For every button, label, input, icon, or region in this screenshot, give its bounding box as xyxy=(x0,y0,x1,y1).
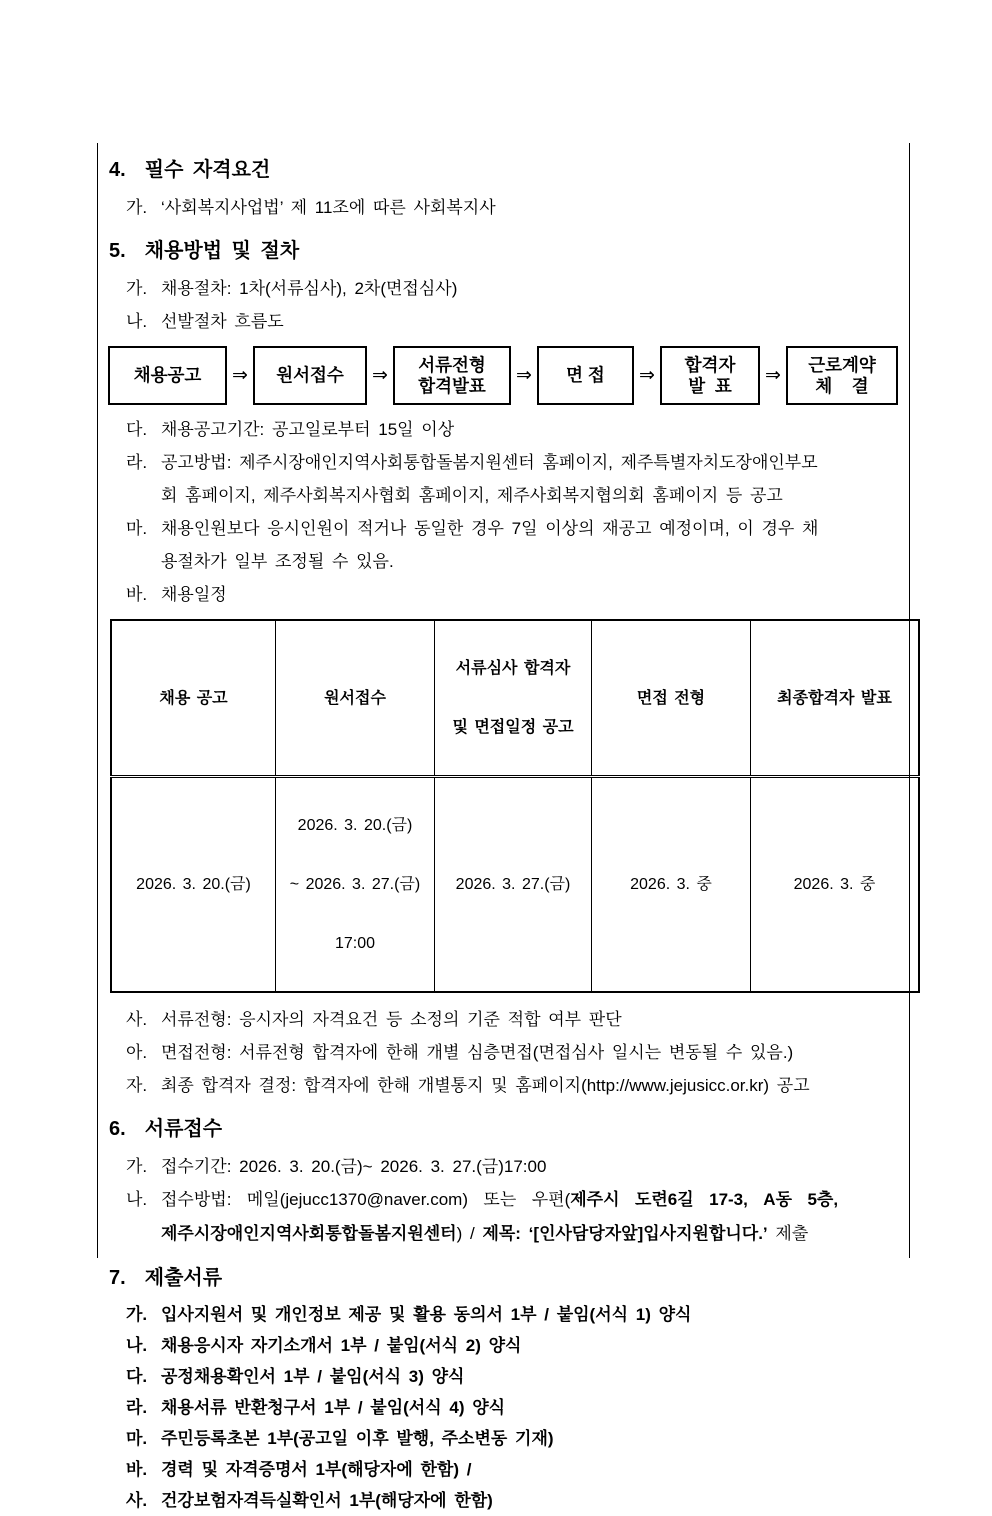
data-cell: 2026. 3. 중 xyxy=(751,777,920,993)
list-item-5-ga xyxy=(108,272,909,305)
data-cell: 2026. 3. 중 xyxy=(592,777,751,993)
list-item-7-ma xyxy=(108,1423,909,1454)
item-text: 최종 합격자 결정: 합격자에 한해 개별통지 및 홈페이지(http://www.jejusicc.or.kr) 공고 xyxy=(161,1076,810,1095)
flow-box-text: 면 접 xyxy=(566,365,605,385)
item-text: 건강보험자격득실확인서 1부(해당자에 한함) xyxy=(161,1491,493,1510)
list-item-5-ba xyxy=(108,578,909,611)
flow-box-text: 합격자 xyxy=(684,354,736,375)
item-text: 채용절차: 1차(서류심사), 2차(면접심사) xyxy=(161,279,458,298)
item-label: 다. xyxy=(126,1367,148,1386)
header-cell: 면접 전형 xyxy=(592,620,751,777)
text-segment: ) / xyxy=(456,1224,483,1243)
header-cell: 채용 공고 xyxy=(111,620,276,777)
flow-box-text: 서류전형 xyxy=(418,354,486,375)
flow-box-interview xyxy=(537,346,634,405)
item-label: 나. xyxy=(126,1336,148,1355)
flow-box-pass-announcement xyxy=(660,346,760,405)
item-label: 라. xyxy=(126,453,148,472)
item-text: 공고방법: 제주시장애인지역사회통합돌봄지원센터 홈페이지, 제주특별자치도장애인부모 xyxy=(161,453,818,472)
list-item-7-ga xyxy=(108,1299,909,1330)
text-segment: 제출 xyxy=(767,1224,809,1243)
item-text: 채용일정 xyxy=(161,585,227,604)
item-text: 채용서류 반환청구서 1부 / 붙임(서식 4) 양식 xyxy=(161,1398,506,1417)
header-cell: 최종합격자 발표 xyxy=(751,620,920,777)
item-text: 접수기간: 2026. 3. 20.(금)~ 2026. 3. 27.(금)17:00 xyxy=(161,1157,547,1176)
item-label: 가. xyxy=(126,198,148,217)
flow-box-text: 채용공고 xyxy=(133,365,202,385)
item-text: 경력 및 자격증명서 1부(해당자에 한함) / xyxy=(161,1460,472,1479)
section-4-heading: 4. 필수 자격요건 xyxy=(109,159,271,181)
list-item-6-na xyxy=(108,1183,909,1251)
item-text: 선발절차 흐름도 xyxy=(161,312,284,331)
flow-box-application xyxy=(253,346,367,405)
arrow-right-icon: ⇒ xyxy=(765,365,781,386)
flow-box-text: 발 표 xyxy=(688,375,732,396)
flow-box-text: 근로계약 xyxy=(808,354,876,375)
list-item-7-na xyxy=(108,1330,909,1361)
item-label: 가. xyxy=(126,1305,148,1324)
flow-box-contract xyxy=(786,346,898,405)
item-label: 가. xyxy=(126,279,148,298)
list-item-5-da xyxy=(108,413,909,446)
item-label: 다. xyxy=(126,420,148,439)
text-segment-bold: 제주시 도련6길 17-3, A동 5층, xyxy=(570,1190,839,1209)
item-label: 아. xyxy=(126,1043,148,1062)
section-7-heading: 7. 제출서류 xyxy=(109,1267,223,1289)
item-label: 바. xyxy=(126,585,148,604)
section-6-heading: 6. 서류접수 xyxy=(109,1118,223,1140)
item-label: 마. xyxy=(126,519,148,538)
flow-box-document-screening xyxy=(393,346,511,405)
item-text xyxy=(161,1217,838,1251)
item-text: 공정채용확인서 1부 / 붙임(서식 3) 양식 xyxy=(161,1367,465,1386)
data-cell: 2026. 3. 27.(금) xyxy=(435,777,592,993)
flow-box-recruit-notice xyxy=(108,346,227,405)
list-item-5-na xyxy=(108,305,909,338)
item-label: 마. xyxy=(126,1429,148,1448)
item-text: 주민등록초본 1부(공고일 이후 발행, 주소변동 기재) xyxy=(161,1429,554,1448)
item-text: 용절차가 일부 조정될 수 있음. xyxy=(161,552,394,571)
item-text: 채용응시자 자기소개서 1부 / 붙임(서식 2) 양식 xyxy=(161,1336,522,1355)
section-5-heading: 5. 채용방법 및 절차 xyxy=(109,240,300,262)
item-label: 라. xyxy=(126,1398,148,1417)
text-segment-bold: 제목: ‘[인사담당자앞]입사지원합니다.’ xyxy=(482,1224,768,1243)
flow-box-text: 원서접수 xyxy=(276,365,344,385)
item-text xyxy=(161,1183,838,1217)
data-cell: 2026. 3. 20.(금) xyxy=(111,777,276,993)
text-segment-bold: 제주시장애인지역사회통합돌봄지원센터 xyxy=(161,1224,457,1243)
content-frame xyxy=(97,143,910,1510)
list-item-5-ja xyxy=(108,1069,909,1102)
list-item-7-ra xyxy=(108,1392,909,1423)
item-text: ‘사회복지사업법’ 제 11조에 따른 사회복지사 xyxy=(161,198,496,217)
flow-box-text: 체 결 xyxy=(815,375,869,396)
list-item-5-sa xyxy=(108,1003,909,1036)
list-item-7-da xyxy=(108,1361,909,1392)
data-cell: 2026. 3. 20.(금) ~ 2026. 3. 27.(금) 17:00 xyxy=(276,777,435,993)
schedule-table-header-row xyxy=(111,620,919,777)
item-label: 사. xyxy=(126,1491,148,1510)
list-item-6-ga xyxy=(108,1150,909,1183)
item-text: 서류전형: 응시자의 자격요건 등 소정의 기준 적합 여부 판단 xyxy=(161,1010,622,1029)
item-label: 바. xyxy=(126,1460,148,1479)
selection-procedure-flowchart xyxy=(108,346,909,405)
schedule-table xyxy=(110,619,920,993)
arrow-right-icon: ⇒ xyxy=(516,365,532,386)
text-segment: 접수방법: 메일(jejucc1370@naver.com) 또는 우편( xyxy=(161,1190,571,1209)
list-item-4-ga xyxy=(108,191,909,224)
arrow-right-icon: ⇒ xyxy=(232,365,248,386)
item-label: 나. xyxy=(126,1190,148,1209)
list-item-7-sa xyxy=(108,1485,909,1516)
arrow-right-icon: ⇒ xyxy=(639,365,655,386)
header-cell: 원서접수 xyxy=(276,620,435,777)
item-text: 채용인원보다 응시인원이 적거나 동일한 경우 7일 이상의 재공고 예정이며, 이 경우 채 xyxy=(161,519,819,538)
item-text: 채용공고기간: 공고일로부터 15일 이상 xyxy=(161,420,455,439)
item-label: 가. xyxy=(126,1157,148,1176)
list-item-5-ah xyxy=(108,1036,909,1069)
flow-box-text: 합격발표 xyxy=(418,375,486,396)
item-label: 사. xyxy=(126,1010,148,1029)
header-cell: 서류심사 합격자 및 면접일정 공고 xyxy=(435,620,592,777)
schedule-table-data-row xyxy=(111,777,919,993)
item-label: 자. xyxy=(126,1076,148,1095)
item-text: 회 홈페이지, 제주사회복지사협회 홈페이지, 제주사회복지협의회 홈페이지 등 공고 xyxy=(161,486,783,505)
item-label: 나. xyxy=(126,312,148,331)
item-text: 면접전형: 서류전형 합격자에 한해 개별 심층면접(면접심사 일시는 변동될 수 있음.) xyxy=(161,1043,794,1062)
arrow-right-icon: ⇒ xyxy=(372,365,388,386)
list-item-7-ba xyxy=(108,1454,909,1485)
list-item-5-ma xyxy=(108,512,909,578)
item-text: 입사지원서 및 개인정보 제공 및 활용 동의서 1부 / 붙임(서식 1) 양식 xyxy=(161,1305,692,1324)
list-item-5-ra xyxy=(108,446,909,512)
